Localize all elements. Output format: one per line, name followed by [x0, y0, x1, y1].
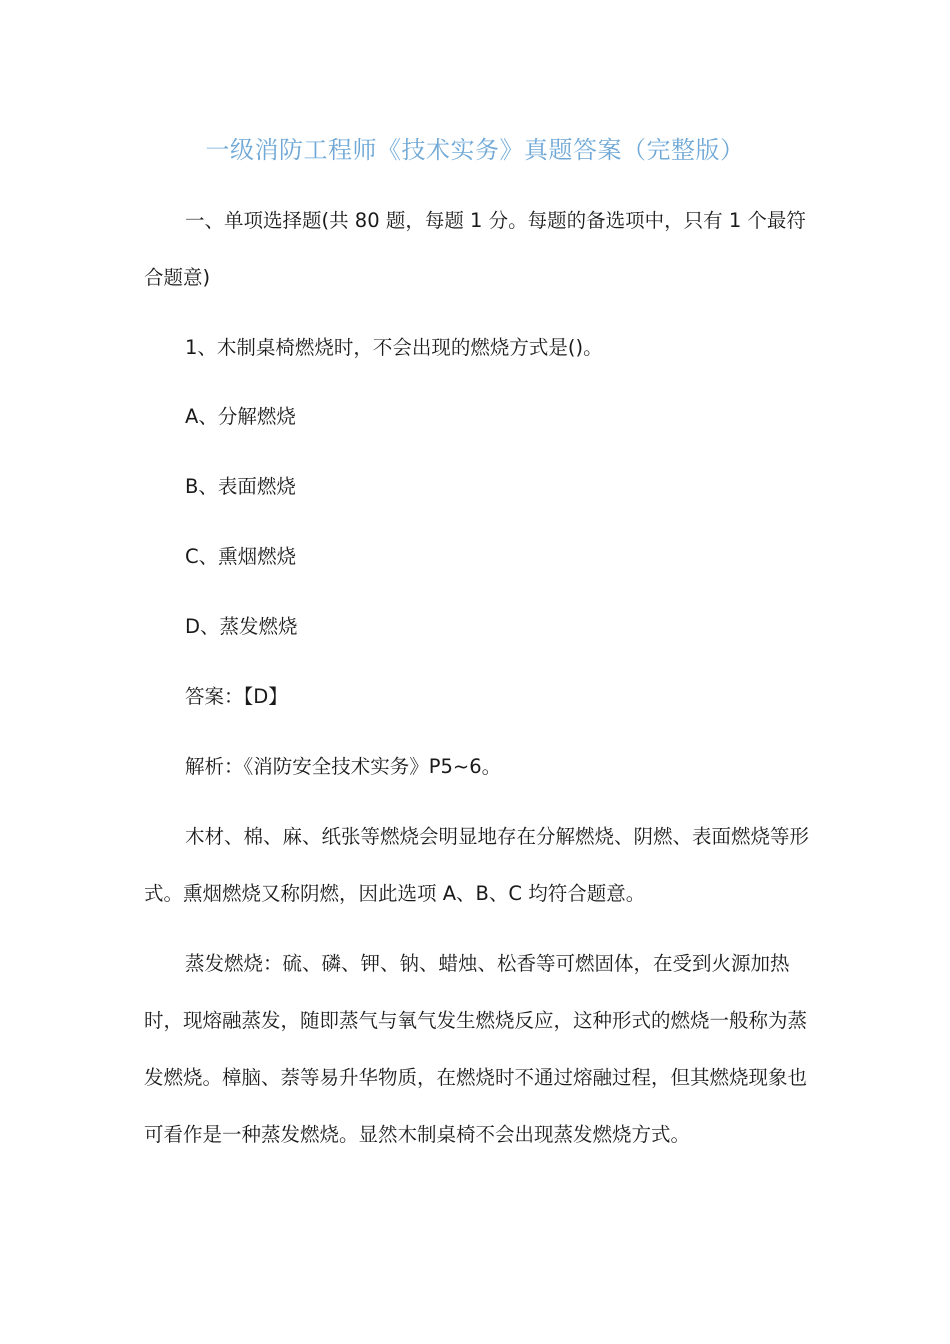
document-title: 一级消防工程师《技术实务》真题答案（完整版） [205, 136, 745, 164]
question-stem: 1、木制桌椅燃烧时，不会出现的燃烧方式是()。 [185, 336, 603, 359]
section-heading: 一、单项选择题(共 80 题，每题 1 分。每题的备选项中，只有 1 个最符合题意) [144, 209, 806, 289]
analysis-reference: 解析：《消防安全技术实务》P5~6。 [185, 755, 502, 778]
explanation-paragraph-1: 木材、棉、麻、纸张等燃烧会明显地存在分解燃烧、阴燃、表面燃烧等形式。熏烟燃烧又称阴燃，因此选项 A、B、C 均符合题意。 [144, 825, 810, 905]
option-a: A、分解燃烧 [185, 405, 296, 428]
option-c: C、熏烟燃烧 [185, 545, 297, 568]
option-d: D、蒸发燃烧 [185, 615, 298, 638]
option-b: B、表面燃烧 [185, 475, 296, 498]
explanation-paragraph-2: 蒸发燃烧：硫、磷、钾、钠、蜡烛、松香等可燃固体，在受到火源加热时，现熔融蒸发，随即蒸气与氧气发生燃烧反应，这种形式的燃烧一般称为蒸发燃烧。樟脑、萘等易升华物质，在燃烧时不通过熔融过程，但其燃烧现象也可看作是一种蒸发燃烧。显然木制桌椅不会出现蒸发燃烧方式。 [144, 952, 808, 1146]
answer-line: 答案：【D】 [185, 685, 288, 708]
